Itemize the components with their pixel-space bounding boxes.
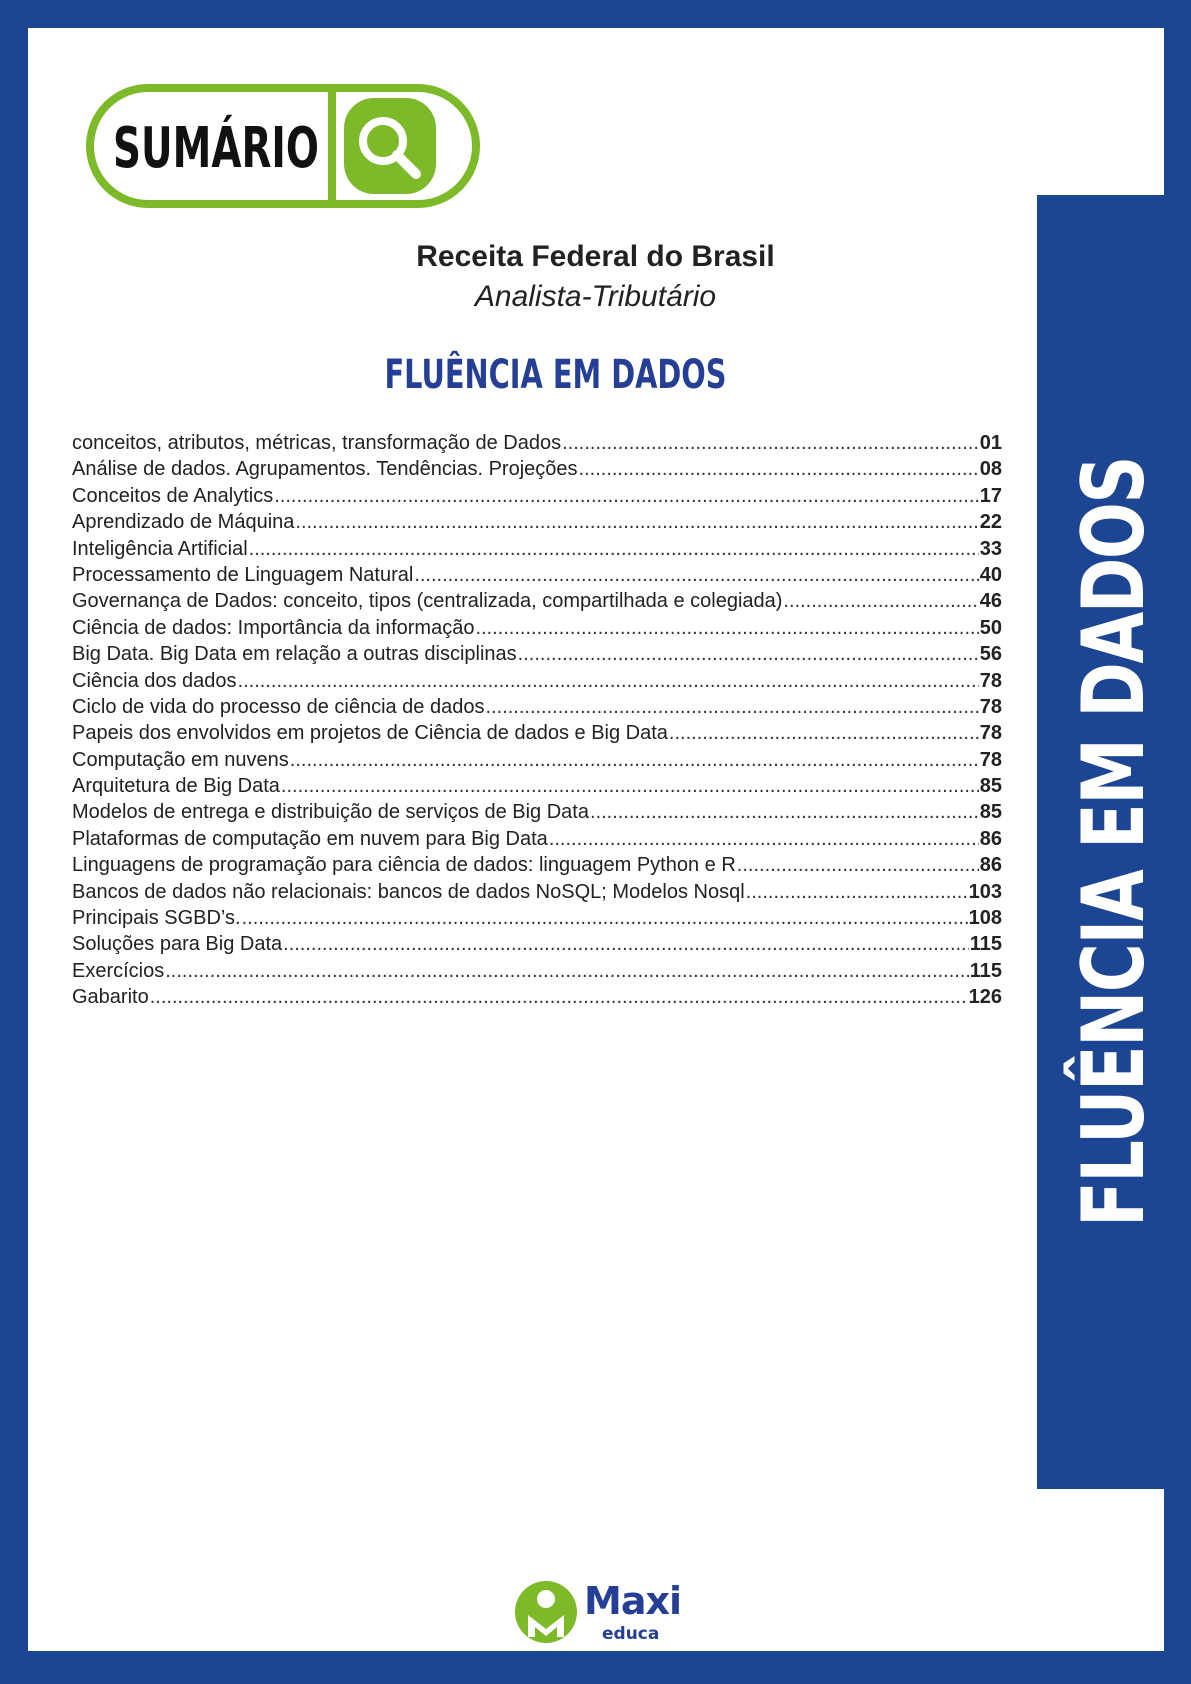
toc-entry-title: Modelos de entrega e distribuição de serviços de Big Data [72,801,589,824]
toc-entry-title: Ciência dos dados [72,669,237,692]
toc-entry-page: 126 [968,986,1002,1009]
toc-entry-title: Bancos de dados não relacionais: bancos de dados NoSQL; Modelos Nosql [72,880,745,903]
toc-leader-dots [518,641,979,667]
toc-leader-dots [283,931,969,957]
toc-entry-page: 17 [979,484,1002,507]
toc-entry[interactable] [72,509,1002,535]
toc-leader-dots [242,905,968,931]
toc-entry[interactable] [72,905,1002,931]
toc-entry-page: 40 [979,563,1002,586]
toc-entry[interactable] [72,483,1002,509]
toc-entry-page: 56 [979,643,1002,666]
toc-entry-page: 78 [979,669,1002,692]
brand-name: Maxi [584,1579,681,1623]
toc-entry[interactable] [72,536,1002,562]
toc-entry-title: Arquitetura de Big Data [72,775,280,798]
section-title: FLUÊNCIA EM DADOS [384,352,727,398]
toc-leader-dots [414,562,978,588]
maxi-educa-logo [514,1577,684,1647]
toc-entry-title: Processamento de Linguagem Natural [72,563,414,586]
toc-entry[interactable] [72,615,1002,641]
toc-leader-dots [783,588,978,614]
toc-entry[interactable] [72,747,1002,773]
toc-entry-title: Big Data. Big Data em relação a outras disciplinas [72,643,517,666]
toc-entry[interactable] [72,773,1002,799]
toc-leader-dots [290,747,979,773]
toc-entry[interactable] [72,958,1002,984]
toc-entry-page: 33 [979,537,1002,560]
toc-entry-title: Governança de Dados: conceito, tipos (centralizada, compartilhada e colegiada) [72,590,783,613]
toc-leader-dots [737,852,979,878]
toc-leader-dots [579,456,979,482]
toc-entry-title: Linguagens de programação para ciência de dados: linguagem Python e R [72,854,736,877]
toc-entry-page: 46 [979,590,1002,613]
toc-entry-title: Principais SGBD’s. [72,907,241,930]
toc-entry[interactable] [72,456,1002,482]
sumario-logo-text: SUMÁRIO [113,116,319,181]
toc-entry-title: conceitos, atributos, métricas, transformação de Dados [72,432,562,454]
toc-leader-dots [562,430,979,456]
toc-leader-dots [281,773,979,799]
toc-entry-title: Soluções para Big Data [72,933,283,956]
toc-leader-dots [150,984,968,1010]
toc-entry-page: 108 [968,907,1002,930]
toc-entry-title: Aprendizado de Máquina [72,511,295,534]
toc-leader-dots [549,826,979,852]
toc-entry-page: 01 [979,432,1002,454]
toc-entry-title: Inteligência Artificial [72,537,248,560]
toc-entry-title: Plataformas de computação em nuvem para Big Data [72,827,548,850]
toc-leader-dots [475,615,978,641]
toc-entry-page: 78 [979,695,1002,718]
toc-entry[interactable] [72,984,1002,1010]
toc-leader-dots [295,509,978,535]
toc-leader-dots [590,799,979,825]
toc-entry[interactable] [72,826,1002,852]
toc-entry-page: 50 [979,616,1002,639]
toc-entry[interactable] [72,852,1002,878]
toc-entry[interactable] [72,720,1002,746]
document-subtitle: Analista-Tributário [474,280,717,313]
toc-entry[interactable] [72,588,1002,614]
toc-entry-title: Gabarito [72,986,149,1009]
toc-entry-page: 85 [979,801,1002,824]
maxi-person-icon [514,1577,580,1647]
toc-entry[interactable] [72,694,1002,720]
side-label: FLUÊNCIA EM DADOS [1064,456,1164,1228]
toc-entry-title: Papeis dos envolvidos em projetos de Ciência de dados e Big Data [72,722,668,745]
toc-entry-page: 103 [968,880,1002,903]
toc-entry[interactable] [72,668,1002,694]
toc-leader-dots [746,879,968,905]
brand-sub: educa [602,1624,660,1644]
toc-entry-title: Análise de dados. Agrupamentos. Tendências. Projeções [72,458,578,481]
toc-entry-page: 78 [979,748,1002,771]
toc-entry[interactable] [72,931,1002,957]
document-title: Receita Federal do Brasil [416,240,775,273]
toc-leader-dots [669,720,979,746]
toc-entry[interactable] [72,879,1002,905]
toc-leader-dots [165,958,968,984]
toc-entry-title: Exercícios [72,959,165,982]
toc-leader-dots [274,483,979,509]
toc-leader-dots [485,694,978,720]
toc-entry[interactable] [72,562,1002,588]
toc-entry-title: Computação em nuvens [72,748,289,771]
toc-entry-page: 86 [979,854,1002,877]
toc-entry[interactable] [72,641,1002,667]
toc-entry[interactable] [72,430,1002,456]
toc-entry-page: 22 [979,511,1002,534]
toc-entry-title: Conceitos de Analytics [72,484,274,507]
toc-entry-title: Ciclo de vida do processo de ciência de dados [72,695,485,718]
sumario-logo [86,84,480,208]
table-of-contents [72,430,1002,1011]
toc-entry[interactable] [72,799,1002,825]
toc-entry-page: 08 [979,458,1002,481]
toc-entry-page: 115 [969,959,1002,982]
toc-entry-page: 85 [979,775,1002,798]
toc-entry-page: 86 [979,827,1002,850]
toc-entry-page: 78 [979,722,1002,745]
toc-entry-page: 115 [969,933,1002,956]
toc-leader-dots [238,668,979,694]
toc-entry-title: Ciência de dados: Importância da informação [72,616,475,639]
toc-leader-dots [249,536,979,562]
